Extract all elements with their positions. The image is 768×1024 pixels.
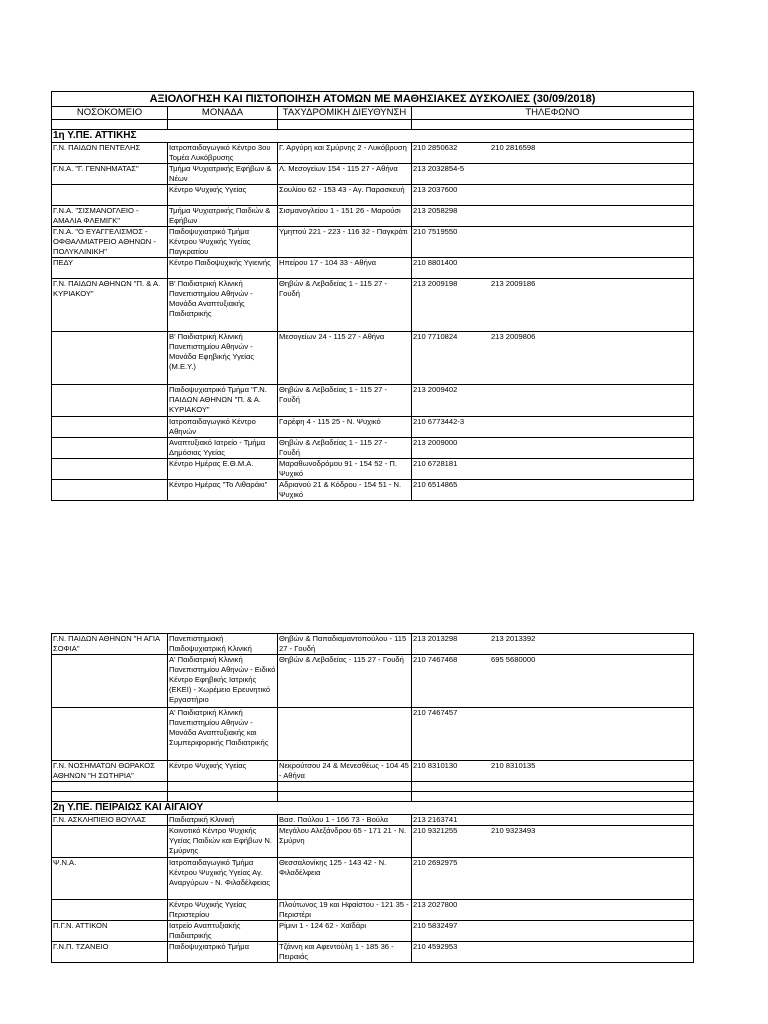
phone-cell: [412, 634, 694, 655]
hospital-cell: [52, 459, 168, 480]
region-label: 1η Υ.ΠΕ. ΑΤΤΙΚΗΣ: [52, 130, 694, 143]
unit-cell: Ιατροπαιδαγωγικό Κέντρο Αθηνών: [168, 417, 278, 438]
phone-cell: [412, 332, 694, 385]
unit-cell: Κοινοτικό Κέντρο Ψυχικής Υγείας Παιδιών και Εφήβων Ν. Σμύρνης: [168, 826, 278, 858]
table-row: [52, 900, 694, 921]
hospital-cell: [52, 185, 168, 206]
phone-secondary: 210 8310135: [491, 761, 536, 770]
region-label: 2η Υ.ΠΕ. ΠΕΙΡΑΙΩΣ ΚΑΙ ΑΙΓΑΙΟΥ: [52, 802, 694, 815]
header-address: ΤΑΧΥΔΡΟΜΙΚΗ ΔΙΕΥΘΥΝΣΗ: [278, 107, 412, 120]
hospital-cell: [52, 385, 168, 417]
phone-cell: [412, 761, 694, 782]
table-body-2: [52, 634, 694, 782]
phone-secondary: 210 9323493: [491, 826, 536, 835]
phone-primary: 213 2013298: [413, 634, 458, 643]
table-row: [52, 417, 694, 438]
address-cell: Γαρέφη 4 - 115 25 - Ν. Ψυχικό: [278, 417, 412, 438]
region-row: [52, 802, 694, 815]
phone-cell: [412, 459, 694, 480]
address-cell: [278, 708, 412, 761]
address-cell: Μεγάλου Αλεξάνδρου 65 - 171 21 - Ν. Σμύρνη: [278, 826, 412, 858]
phone-primary: 210 4592953: [413, 942, 458, 951]
address-cell: Γ. Αργύρη και Σμύρνης 2 - Λυκόβρυση: [278, 143, 412, 164]
phone-cell: [412, 900, 694, 921]
phone-primary: 213 2009402: [413, 385, 458, 394]
phone-cell: [412, 655, 694, 708]
phone-primary: 210 7467457: [413, 708, 458, 717]
unit-cell: Β' Παιδιατρική Κλινική Πανεπιστημίου Αθηνών - Μονάδα Εφηβικής Υγείας (Μ.Ε.Υ.): [168, 332, 278, 385]
phone-cell: [412, 279, 694, 332]
table-row: [52, 185, 694, 206]
unit-cell: Κέντρο Ημέρας "Το Λιθαράκι": [168, 480, 278, 501]
hospital-cell: Γ.Ν.Α. "ΣΙΣΜΑΝΟΓΛΕΙΟ - ΑΜΑΛΙΑ ΦΛΕΜΙΓΚ": [52, 206, 168, 227]
table-row: [52, 206, 694, 227]
phone-cell: [412, 826, 694, 858]
phone-primary: 213 2027800: [413, 900, 458, 909]
table-row: [52, 634, 694, 655]
table-row: [52, 258, 694, 279]
unit-cell: Τμήμα Ψυχιατρικής Παιδιών & Εφήβων: [168, 206, 278, 227]
table-row: [52, 815, 694, 826]
hospital-cell: [52, 708, 168, 761]
hospital-cell: Γ.Ν. ΠΑΙΔΩΝ ΑΘΗΝΩΝ "Η ΑΓΙΑ ΣΟΦΙΑ": [52, 634, 168, 655]
phone-secondary: 210 2816598: [491, 143, 536, 152]
address-cell: Μεσογείων 24 - 115 27 - Αθήνα: [278, 332, 412, 385]
phone-primary: 210 8801400: [413, 258, 458, 267]
address-cell: Θεσσαλονίκης 125 - 143 42 - Ν. Φιλαδέλφεια: [278, 858, 412, 900]
table-row: [52, 708, 694, 761]
hospital-table-part1: [51, 91, 694, 501]
phone-primary: 210 6728181: [413, 459, 458, 468]
address-cell: Ηπείρου 17 - 104 33 - Αθήνα: [278, 258, 412, 279]
unit-cell: Αναπτυξιακό Ιατρείο - Τμήμα Δημόσιας Υγείας: [168, 438, 278, 459]
address-cell: Θηβών & Λεβαδείας 1 - 115 27 - Γουδή: [278, 279, 412, 332]
hospital-cell: [52, 417, 168, 438]
table-row: [52, 438, 694, 459]
address-cell: Θηβών & Λεβαδείας - 115 27 - Γουδή: [278, 655, 412, 708]
address-cell: Υμηττού 221 - 223 - 116 32 - Παγκράτι: [278, 227, 412, 258]
address-cell: Αδριανού 21 & Κόδρου - 154 51 - Ν. Ψυχικό: [278, 480, 412, 501]
blank-row: [52, 782, 694, 792]
phone-secondary: 213 2009186: [491, 279, 536, 288]
phone-cell: [412, 206, 694, 227]
header-row: [52, 107, 694, 120]
hospital-cell: Γ.Ν. ΠΑΙΔΩΝ ΑΘΗΝΩΝ "Π. & Α. ΚΥΡΙΑΚΟΥ": [52, 279, 168, 332]
table-row: [52, 332, 694, 385]
phone-cell: [412, 921, 694, 942]
phone-primary: 210 7519550: [413, 227, 458, 236]
phone-cell: [412, 185, 694, 206]
unit-cell: Α' Παιδιατρική Κλινική Πανεπιστημίου Αθηνών - Μονάδα Αναπτυξιακής και Συμπεριφορικής Παιδιατρικής: [168, 708, 278, 761]
address-cell: Θηβών & Λεβαδείας 1 - 115 27 - Γουδή: [278, 438, 412, 459]
unit-cell: Παιδοψυχιατρικό Τμήμα Κέντρου Ψυχικής Υγείας Παγκρατίου: [168, 227, 278, 258]
hospital-table-part2: [51, 633, 694, 963]
hospital-cell: [52, 332, 168, 385]
unit-cell: Παιδοψυχιατρικό Τμήμα: [168, 942, 278, 963]
table-row: [52, 227, 694, 258]
table-row: [52, 480, 694, 501]
table-row: [52, 761, 694, 782]
hospital-cell: Γ.Ν.Α. "Γ. ΓΕΝΝΗΜΑΤΑΣ": [52, 164, 168, 185]
table-row: [52, 826, 694, 858]
phone-cell: [412, 385, 694, 417]
hospital-cell: Γ.Ν.Α. "Ο ΕΥΑΓΓΕΛΙΣΜΟΣ - ΟΦΘΑΛΜΙΑΤΡΕΙΟ ΑΘΗΝΩΝ - ΠΟΛΥΚΛΙΝΙΚΗ": [52, 227, 168, 258]
header-phone: ΤΗΛΕΦΩΝΟ: [412, 107, 694, 120]
unit-cell: Α' Παιδιατρική Κλινική Πανεπιστημίου Αθηνών - Ειδικό Κέντρο Εφηβικής Ιατρικής (ΕΚΕΙ) - Χωρέμειο Ερευνητικό Εργαστήριο: [168, 655, 278, 708]
hospital-cell: Ψ.Ν.Α.: [52, 858, 168, 900]
table-row: [52, 279, 694, 332]
header-hospital: ΝΟΣΟΚΟΜΕΙΟ: [52, 107, 168, 120]
phone-secondary: 695 5680000: [491, 655, 536, 664]
hospital-cell: ΠΕΔΥ: [52, 258, 168, 279]
phone-primary: 213 2009000: [413, 438, 458, 447]
table-row: [52, 655, 694, 708]
phone-cell: [412, 227, 694, 258]
header-unit: ΜΟΝΑΔΑ: [168, 107, 278, 120]
phone-cell: [412, 942, 694, 963]
table-body-1: [52, 143, 694, 501]
phone-primary: 213 2009198: [413, 279, 458, 288]
phone-primary: 213 2058298: [413, 206, 458, 215]
unit-cell: Παιδοψυχιατρικό Τμήμα "Γ.Ν. ΠΑΙΔΩΝ ΑΘΗΝΩΝ "Π. & Α. ΚΥΡΙΑΚΟΥ": [168, 385, 278, 417]
hospital-cell: [52, 438, 168, 459]
table-row: [52, 459, 694, 480]
hospital-cell: [52, 826, 168, 858]
hospital-cell: Γ.Ν. ΝΟΣΗΜΑΤΩΝ ΘΩΡΑΚΟΣ ΑΘΗΝΩΝ "Η ΣΩΤΗΡΙΑ": [52, 761, 168, 782]
phone-primary: 210 2850632: [413, 143, 458, 152]
table-body-3: [52, 815, 694, 963]
table-row: [52, 921, 694, 942]
phone-cell: [412, 438, 694, 459]
phone-cell: [412, 708, 694, 761]
hospital-cell: [52, 480, 168, 501]
address-cell: Σουλίου 62 - 153 43 - Αγ. Παρασκευή: [278, 185, 412, 206]
address-cell: Νεκρούτσου 24 & Μενεσθέως - 104 45 - Αθήνα: [278, 761, 412, 782]
phone-primary: 210 5832497: [413, 921, 458, 930]
address-cell: Βασ. Παύλου 1 - 166 73 - Βούλα: [278, 815, 412, 826]
table-row: [52, 385, 694, 417]
phone-primary: 213 2032854-5: [413, 164, 465, 173]
region-row: [52, 130, 694, 143]
phone-primary: 210 7710824: [413, 332, 458, 341]
unit-cell: Κέντρο Παιδοψυχικής Υγιεινής: [168, 258, 278, 279]
blank-row: [52, 792, 694, 802]
title-row: [52, 92, 694, 107]
phone-secondary: 213 2013392: [491, 634, 536, 643]
phone-secondary: 213 2009806: [491, 332, 536, 341]
unit-cell: Τμήμα Ψυχιατρικής Εφήβων & Νέων: [168, 164, 278, 185]
unit-cell: Παιδιατρική Κλινική: [168, 815, 278, 826]
phone-cell: [412, 143, 694, 164]
phone-cell: [412, 164, 694, 185]
hospital-cell: [52, 655, 168, 708]
address-cell: Τζάννη και Αφεντούλη 1 - 185 36 - Πειραιάς: [278, 942, 412, 963]
phone-primary: 210 6514865: [413, 480, 458, 489]
unit-cell: Κέντρο Ψυχικής Υγείας Περιστερίου: [168, 900, 278, 921]
phone-cell: [412, 417, 694, 438]
unit-cell: Ιατρείο Αναπτυξιακής Παιδιατρικής: [168, 921, 278, 942]
address-cell: Λ. Μεσογείων 154 - 115 27 - Αθήνα: [278, 164, 412, 185]
address-cell: Σισμανογλείου 1 - 151 26 - Μαρούσι: [278, 206, 412, 227]
phone-primary: 210 6773442-3: [413, 417, 465, 426]
unit-cell: Κέντρο Ψυχικής Υγείας: [168, 761, 278, 782]
phone-primary: 210 7467468: [413, 655, 458, 664]
unit-cell: Β' Παιδιατρική Κλινική Πανεπιστημίου Αθηνών - Μονάδα Αναπτυξιακής Παιδιατρικής: [168, 279, 278, 332]
unit-cell: Κέντρο Ημέρας Ε.Θ.Μ.Α.: [168, 459, 278, 480]
unit-cell: Ιατροπαιδαγωγικό Κέντρο 3ου Τομέα Λυκόβρυσης: [168, 143, 278, 164]
phone-cell: [412, 858, 694, 900]
phone-cell: [412, 480, 694, 501]
unit-cell: Κέντρο Ψυχικής Υγείας: [168, 185, 278, 206]
hospital-cell: Γ.Ν.Π. ΤΖΑΝΕΙΟ: [52, 942, 168, 963]
table-row: [52, 858, 694, 900]
table-row: [52, 164, 694, 185]
phone-primary: 210 9321255: [413, 826, 458, 835]
phone-primary: 213 2037600: [413, 185, 458, 194]
table-row: [52, 942, 694, 963]
address-cell: Μαραθωνοδρόμου 91 - 154 52 - Π. Ψυχικό: [278, 459, 412, 480]
blank-row: [52, 120, 694, 130]
unit-cell: Ιατροπαιδαγωγικό Τμήμα Κέντρου Ψυχικής Υγείας Αγ. Αναργύρων - Ν. Φιλαδέλφειας: [168, 858, 278, 900]
page-title: ΑΞΙΟΛΟΓΗΣΗ ΚΑΙ ΠΙΣΤΟΠΟΙΗΣΗ ΑΤΟΜΩΝ ΜΕ ΜΑΘΗΣΙΑΚΕΣ ΔΥΣΚΟΛΙΕΣ (30/09/2018): [52, 92, 694, 107]
address-cell: Ρίμινι 1 - 124 62 - Χαϊδάρι: [278, 921, 412, 942]
phone-primary: 210 2692975: [413, 858, 458, 867]
hospital-cell: Γ.Ν. ΠΑΙΔΩΝ ΠΕΝΤΕΛΗΣ: [52, 143, 168, 164]
phone-cell: [412, 815, 694, 826]
address-cell: Θηβών & Παπαδιαμαντοπούλου - 115 27 - Γουδή: [278, 634, 412, 655]
hospital-cell: Γ.Ν. ΑΣΚΛΗΠΙΕΙΟ ΒΟΥΛΑΣ: [52, 815, 168, 826]
unit-cell: Πανεπιστημιακή Παιδοψυχιατρική Κλινική: [168, 634, 278, 655]
table-row: [52, 143, 694, 164]
phone-cell: [412, 258, 694, 279]
address-cell: Πλούτωνος 19 και Ηφαίστου - 121 35 - Περιστέρι: [278, 900, 412, 921]
phone-primary: 210 8310130: [413, 761, 458, 770]
hospital-cell: Π.Γ.Ν. ΑΤΤΙΚΟΝ: [52, 921, 168, 942]
phone-primary: 213 2163741: [413, 815, 458, 824]
address-cell: Θηβών & Λεβαδείας 1 - 115 27 - Γουδή: [278, 385, 412, 417]
hospital-cell: [52, 900, 168, 921]
